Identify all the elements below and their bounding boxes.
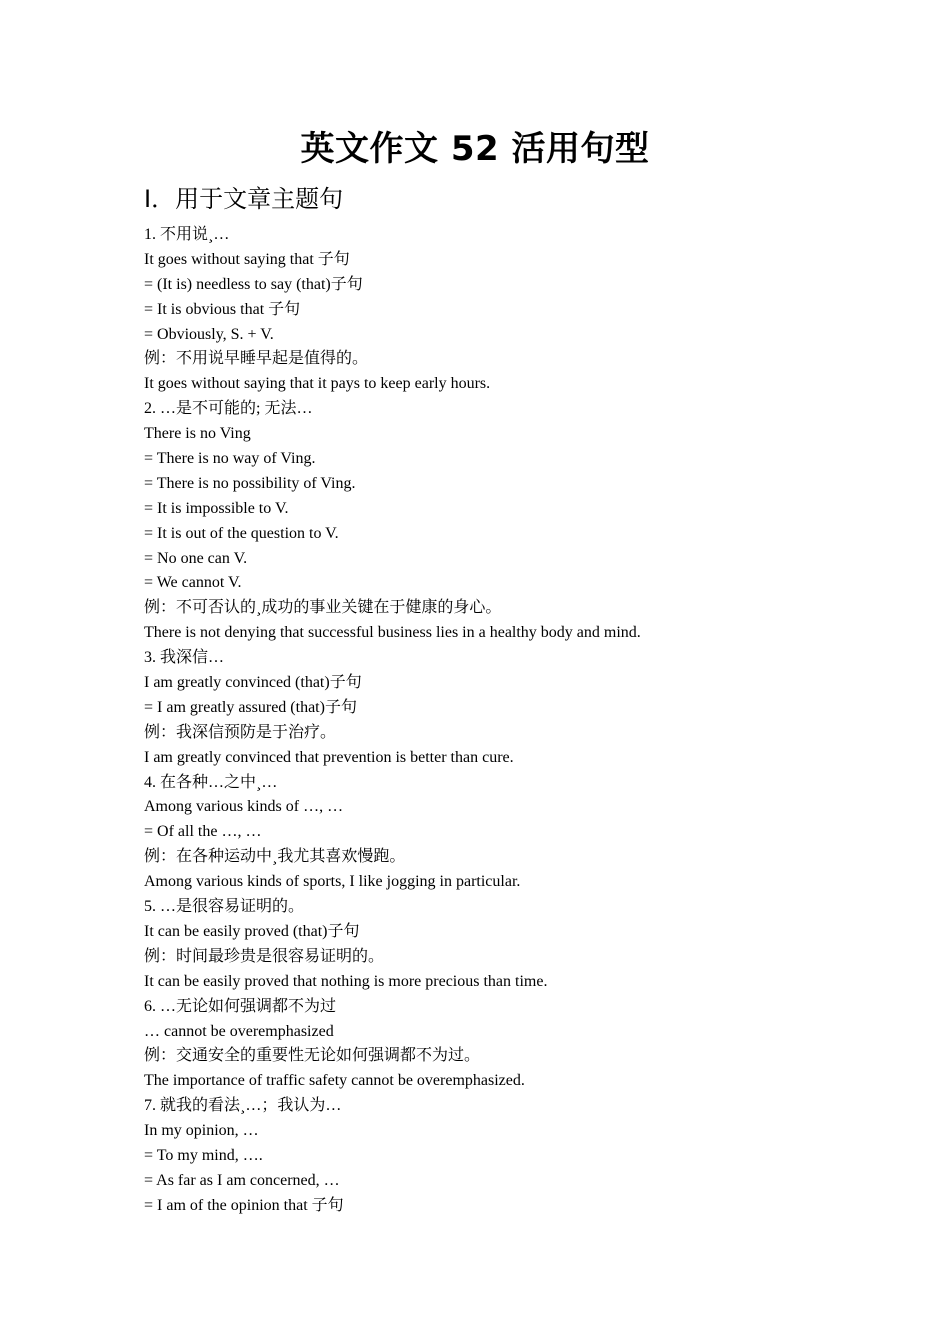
text-line: The importance of traffic safety cannot be overemphasized. xyxy=(144,1072,525,1090)
text-line: Among various kinds of …, … xyxy=(144,798,344,816)
text-line: 5. …是很容易证明的。 xyxy=(144,898,305,916)
text-line: = It is impossible to V. xyxy=(144,499,289,517)
text-line: = There is no possibility of Ving. xyxy=(144,474,356,492)
text-line: 例：时间最珍贵是很容易证明的。 xyxy=(144,947,385,965)
section-heading: I．用于文章主题句 xyxy=(144,185,344,213)
text-line: It goes without saying that it pays to keep early hours. xyxy=(144,375,491,393)
text-line: 3. 我深信… xyxy=(144,649,225,667)
text-line: 例：不用说早睡早起是值得的。 xyxy=(144,350,369,368)
text-line: It can be easily proved that nothing is more precious than time. xyxy=(144,972,548,990)
text-line: It goes without saying that 子句 xyxy=(144,250,350,268)
sentence-pattern-list xyxy=(144,223,844,1219)
text-line: Among various kinds of sports, I like jogging in particular. xyxy=(144,873,521,891)
text-line: 7. 就我的看法¸…；我认为… xyxy=(144,1097,342,1115)
text-line: I am greatly convinced (that)子句 xyxy=(144,674,362,692)
text-line: There is not denying that successful business lies in a healthy body and mind. xyxy=(144,624,641,642)
text-line: = It is out of the question to V. xyxy=(144,524,339,542)
text-line: 2. …是不可能的; 无法… xyxy=(144,400,313,418)
text-line: … cannot be overemphasized xyxy=(144,1022,334,1040)
text-line: 例：不可否认的¸成功的事业关键在于健康的身心。 xyxy=(144,599,502,617)
text-line: = There is no way of Ving. xyxy=(144,450,316,468)
text-line: 4. 在各种…之中¸… xyxy=(144,773,278,791)
text-line: I am greatly convinced that prevention is better than cure. xyxy=(144,748,514,766)
text-line: = I am of the opinion that 子句 xyxy=(144,1196,344,1214)
text-line: = It is obvious that 子句 xyxy=(144,300,301,318)
text-line: = To my mind, …. xyxy=(144,1146,263,1164)
text-line: = As far as I am concerned, … xyxy=(144,1171,340,1189)
text-line: = We cannot V. xyxy=(144,574,242,592)
text-line: 1. 不用说¸… xyxy=(144,226,230,243)
text-line: = Of all the …, … xyxy=(144,823,262,841)
document-title: 英文作文 52 活用句型 xyxy=(300,129,650,169)
text-line: = I am greatly assured (that)子句 xyxy=(144,698,357,716)
text-line: There is no Ving xyxy=(144,425,251,443)
text-line: = (It is) needless to say (that)子句 xyxy=(144,275,363,293)
text-line: 6. …无论如何强调都不为过 xyxy=(144,997,337,1015)
text-line: In my opinion, … xyxy=(144,1122,259,1140)
text-line: = Obviously, S. + V. xyxy=(144,325,274,343)
text-line: 例：我深信预防是于治疗。 xyxy=(144,723,337,741)
text-line: It can be easily proved (that)子句 xyxy=(144,922,360,940)
text-line: = No one can V. xyxy=(144,549,248,567)
text-line: 例：在各种运动中¸我尤其喜欢慢跑。 xyxy=(144,848,406,866)
text-line: 例：交通安全的重要性无论如何强调都不为过。 xyxy=(144,1047,481,1065)
